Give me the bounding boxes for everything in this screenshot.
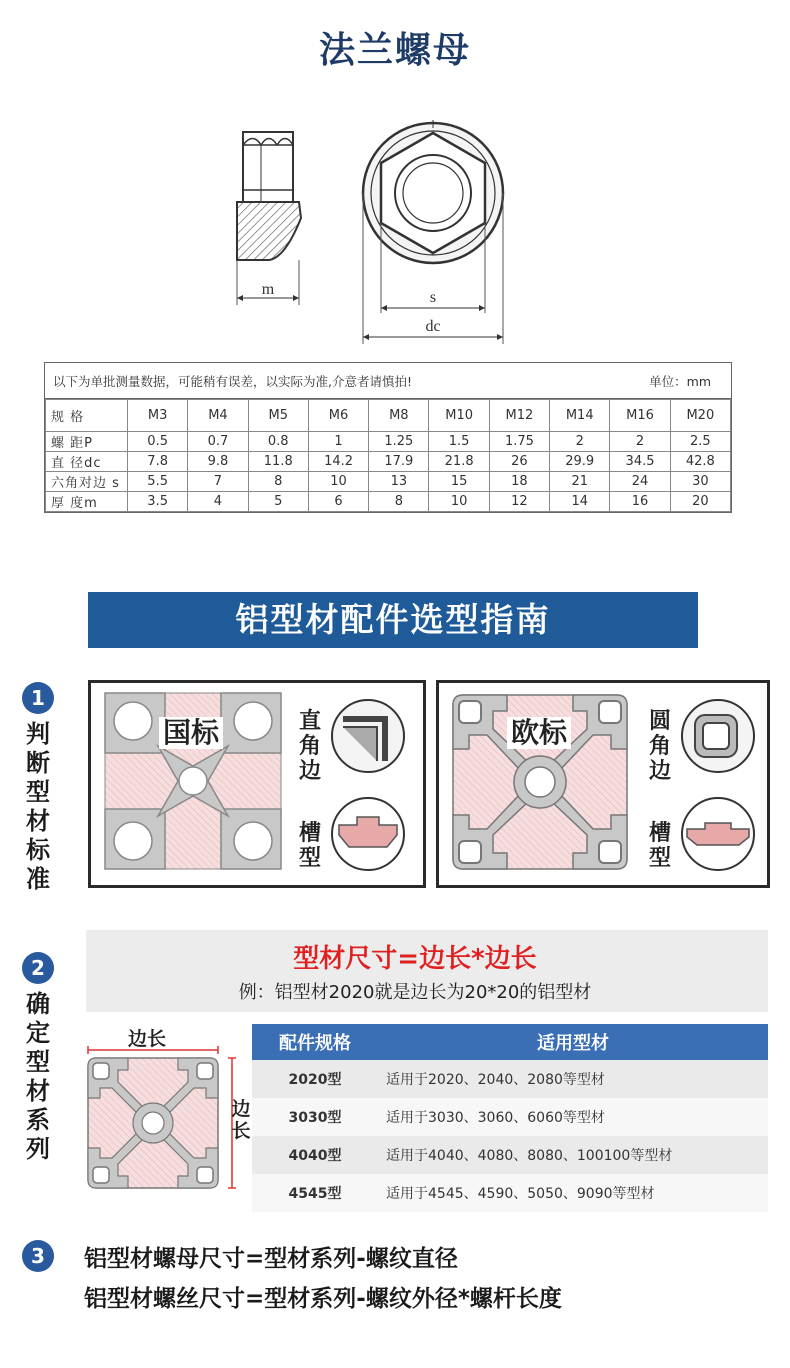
gb-corner-label: 直角边 bbox=[298, 709, 321, 784]
right-angle-corner-icon bbox=[329, 697, 407, 775]
screw-size-rule: 铝型材螺丝尺寸=型材系列-螺纹外径*螺杆长度 bbox=[84, 1286, 562, 1312]
series-fits: 适用于3030、3060、6060等型材 bbox=[378, 1098, 768, 1136]
spec-cell: 14.2 bbox=[308, 452, 368, 472]
step-1-badge: 1 bbox=[22, 682, 54, 714]
spec-row-label: 六角对边 s bbox=[46, 472, 128, 492]
series-spec: 3030型 bbox=[252, 1098, 378, 1136]
spec-row-diameter bbox=[46, 452, 731, 472]
eu-standard-panel bbox=[436, 680, 770, 888]
nut-size-rule: 铝型材螺母尺寸=型材系列-螺纹直径 bbox=[84, 1246, 458, 1272]
label-m: m bbox=[261, 281, 275, 298]
spec-cell: 11.8 bbox=[248, 452, 308, 472]
spec-cell: 7.8 bbox=[128, 452, 188, 472]
flange-nut-side-view bbox=[225, 110, 315, 310]
spec-cell: 10 bbox=[429, 492, 489, 512]
spec-size: M10 bbox=[429, 400, 489, 432]
page-title: 法兰螺母 bbox=[318, 30, 471, 71]
series-spec: 4545型 bbox=[252, 1174, 378, 1212]
table-row bbox=[252, 1098, 768, 1136]
spec-cell: 9.8 bbox=[188, 452, 248, 472]
spec-unit: 单位：mm bbox=[649, 373, 711, 389]
spec-cell: 4 bbox=[188, 492, 248, 512]
spec-cell: 10 bbox=[308, 472, 368, 492]
profile-dimension-diagram bbox=[80, 1046, 246, 1196]
step-2-badge: 2 bbox=[22, 952, 54, 984]
gb-tag: 国标 bbox=[159, 717, 223, 749]
spec-cell: 17.9 bbox=[369, 452, 429, 472]
spec-cell: 12 bbox=[489, 492, 549, 512]
side-length-top-label: 边长 bbox=[128, 1028, 167, 1050]
spec-table bbox=[44, 362, 732, 513]
spec-size: M20 bbox=[670, 400, 730, 432]
spec-cell: 0.5 bbox=[128, 432, 188, 452]
spec-cell: 5 bbox=[248, 492, 308, 512]
spec-size-row bbox=[46, 400, 731, 432]
spec-cell: 0.8 bbox=[248, 432, 308, 452]
eu-slot-icon bbox=[679, 795, 757, 873]
series-fits: 适用于2020、2040、2080等型材 bbox=[378, 1060, 768, 1098]
gb-standard-panel bbox=[88, 680, 426, 888]
spec-cell: 15 bbox=[429, 472, 489, 492]
spec-cell: 6 bbox=[308, 492, 368, 512]
spec-row-label: 直 径dc bbox=[46, 452, 128, 472]
spec-cell: 16 bbox=[610, 492, 670, 512]
spec-header-label: 规 格 bbox=[46, 400, 128, 432]
spec-cell: 18 bbox=[489, 472, 549, 492]
step-3-badge: 3 bbox=[22, 1240, 54, 1272]
series-spec: 2020型 bbox=[252, 1060, 378, 1098]
spec-cell: 7 bbox=[188, 472, 248, 492]
guide-banner: 铝型材配件选型指南 bbox=[88, 592, 698, 648]
series-header-fits: 适用型材 bbox=[378, 1024, 768, 1060]
spec-cell: 1.75 bbox=[489, 432, 549, 452]
series-fits: 适用于4545、4590、5050、9090等型材 bbox=[378, 1174, 768, 1212]
spec-row-thickness bbox=[46, 492, 731, 512]
spec-cell: 30 bbox=[670, 472, 730, 492]
spec-cell: 26 bbox=[489, 452, 549, 472]
spec-cell: 8 bbox=[248, 472, 308, 492]
spec-cell: 34.5 bbox=[610, 452, 670, 472]
spec-size: M12 bbox=[489, 400, 549, 432]
spec-cell: 0.7 bbox=[188, 432, 248, 452]
spec-cell: 21 bbox=[550, 472, 610, 492]
table-row bbox=[252, 1174, 768, 1212]
gb-slot-label: 槽型 bbox=[298, 821, 321, 871]
side-length-right-label: 边长 bbox=[231, 1098, 251, 1142]
spec-size: M5 bbox=[248, 400, 308, 432]
spec-cell: 21.8 bbox=[429, 452, 489, 472]
spec-cell: 5.5 bbox=[128, 472, 188, 492]
spec-size: M14 bbox=[550, 400, 610, 432]
spec-size: M16 bbox=[610, 400, 670, 432]
eu-slot-label: 槽型 bbox=[648, 821, 671, 871]
gb-slot-icon bbox=[329, 795, 407, 873]
eu-corner-label: 圆角边 bbox=[648, 709, 671, 784]
label-dc: dc bbox=[425, 318, 441, 335]
spec-row-label: 厚 度m bbox=[46, 492, 128, 512]
spec-size: M6 bbox=[308, 400, 368, 432]
formula-example: 例：铝型材2020就是边长为20*20的铝型材 bbox=[238, 982, 592, 1003]
spec-cell: 8 bbox=[369, 492, 429, 512]
table-row bbox=[252, 1136, 768, 1174]
spec-cell: 2.5 bbox=[670, 432, 730, 452]
spec-note: 以下为单批测量数据，可能稍有误差，以实际为准,介意者请慎拍! bbox=[53, 373, 412, 389]
series-spec: 4040型 bbox=[252, 1136, 378, 1174]
spec-cell: 2 bbox=[550, 432, 610, 452]
spec-cell: 20 bbox=[670, 492, 730, 512]
step-1-label: 判断型材标准 bbox=[26, 720, 50, 893]
spec-grid bbox=[45, 399, 731, 512]
formula-text: 型材尺寸=边长*边长 bbox=[293, 944, 537, 974]
series-table-header bbox=[252, 1024, 768, 1060]
flange-nut-top-view bbox=[355, 108, 515, 348]
spec-size: M8 bbox=[369, 400, 429, 432]
step-2-label: 确定型材系列 bbox=[26, 990, 50, 1163]
spec-cell: 3.5 bbox=[128, 492, 188, 512]
eu-tag: 欧标 bbox=[507, 717, 571, 749]
spec-row-hex bbox=[46, 472, 731, 492]
spec-cell: 2 bbox=[610, 432, 670, 452]
label-s: s bbox=[429, 289, 437, 306]
spec-cell: 1.5 bbox=[429, 432, 489, 452]
spec-row-label: 螺 距P bbox=[46, 432, 128, 452]
table-row bbox=[252, 1060, 768, 1098]
spec-cell: 13 bbox=[369, 472, 429, 492]
series-header-spec: 配件规格 bbox=[252, 1024, 378, 1060]
spec-size: M3 bbox=[128, 400, 188, 432]
spec-table-header bbox=[45, 363, 731, 399]
spec-row-pitch bbox=[46, 432, 731, 452]
spec-size: M4 bbox=[188, 400, 248, 432]
spec-cell: 42.8 bbox=[670, 452, 730, 472]
spec-cell: 24 bbox=[610, 472, 670, 492]
series-fits: 适用于4040、4080、8080、100100等型材 bbox=[378, 1136, 768, 1174]
spec-cell: 1.25 bbox=[369, 432, 429, 452]
spec-cell: 1 bbox=[308, 432, 368, 452]
round-corner-icon bbox=[679, 697, 757, 775]
spec-cell: 29.9 bbox=[550, 452, 610, 472]
series-table bbox=[252, 1024, 768, 1212]
spec-cell: 14 bbox=[550, 492, 610, 512]
